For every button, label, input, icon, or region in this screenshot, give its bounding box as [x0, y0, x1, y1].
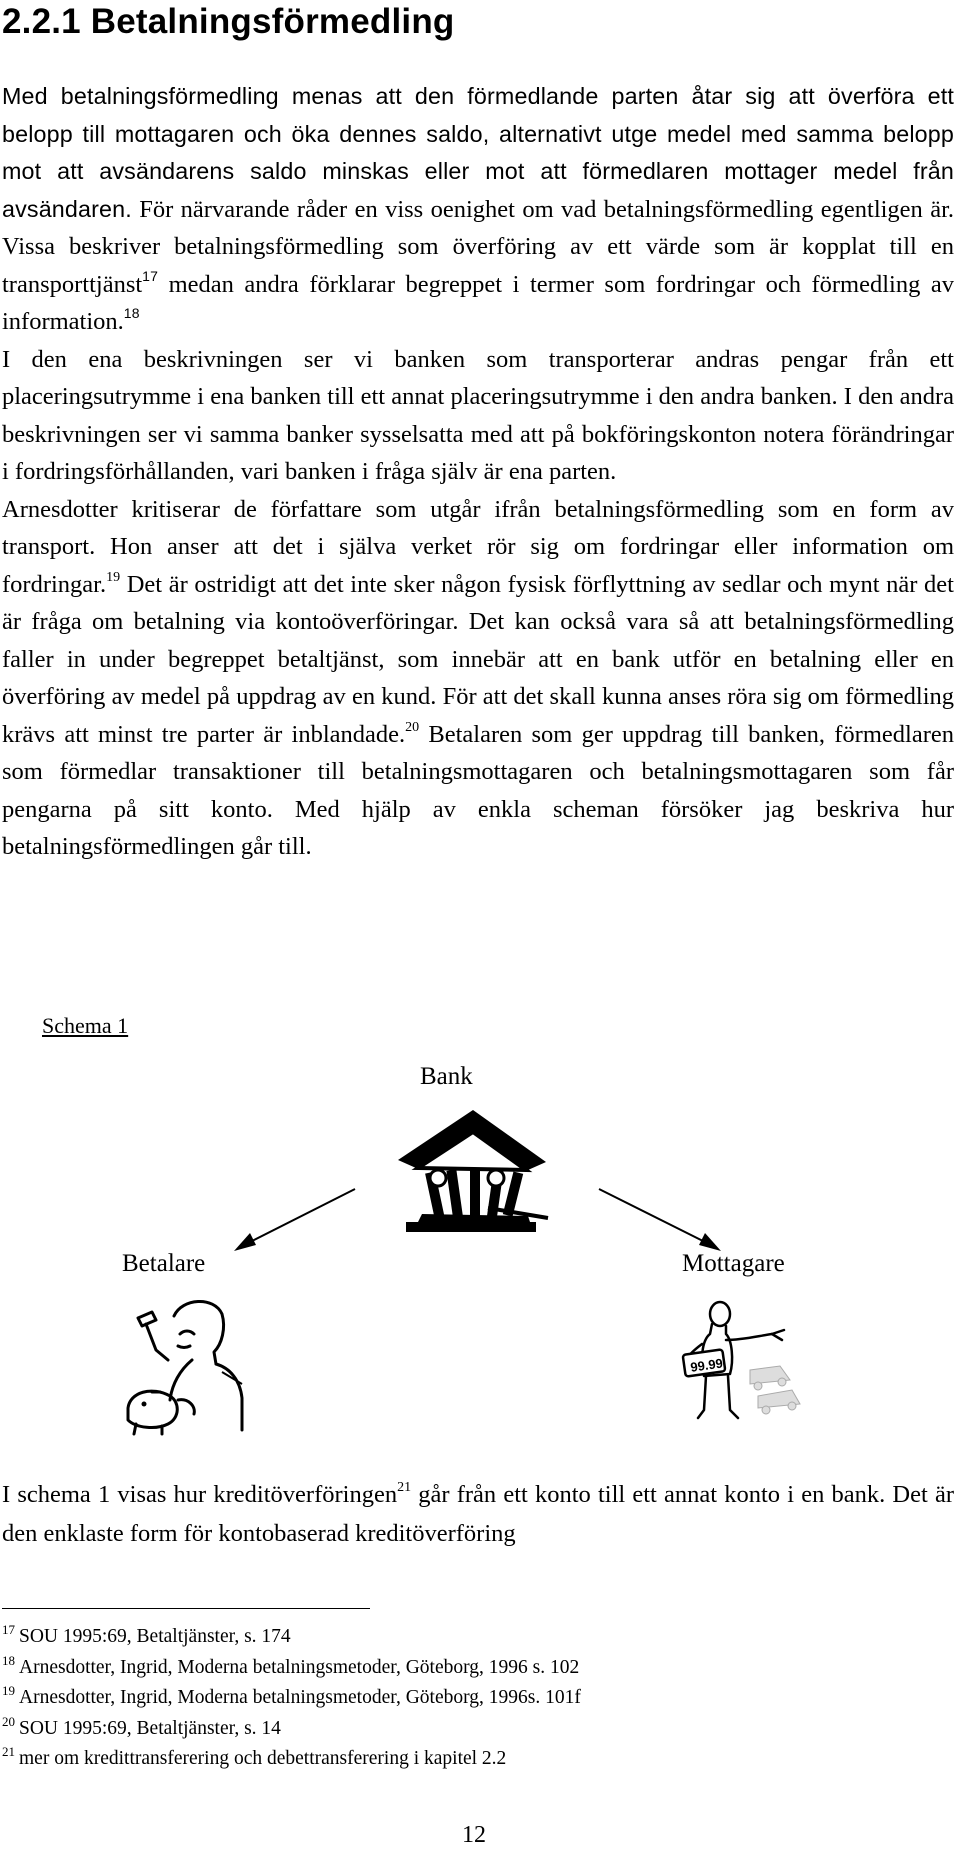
mottagare-label: Mottagare [682, 1250, 785, 1277]
paragraph-3 [2, 491, 954, 866]
footnote-text: mer om kredittransferering och debettransferering i kapitel 2.2 [19, 1748, 507, 1769]
footnote-21 [2, 1744, 942, 1775]
paragraph-4-text-b: går från ett konto till ett annat konto i en bank. Det är den enklaste form för kontobaserad kreditöverföring [2, 1481, 954, 1547]
footnote-number: 20 [2, 1713, 15, 1729]
bank-label: Bank [420, 1063, 473, 1090]
footnote-17 [2, 1622, 942, 1653]
footnote-number: 21 [2, 1744, 15, 1759]
footnotes [2, 1622, 942, 1775]
footnote-number: 17 [2, 1622, 15, 1637]
paragraph-4-text-a: I schema 1 visas hur kreditöverföringen [2, 1481, 398, 1508]
paragraph-3-text-b: Det är ostridigt att det inte sker någon fysisk förflyttning av sedlar och mynt när det är fråga om betalning via kontoöverföringar. Det kan också vara så att betalningsförmedling faller in under begreppet betaltjänst, som innebär att en bank utför en betalning eller en överföring av medel på uppdrag av en kund. För att det skall kunna anses röra sig om förmedling krävs att minst tre parter är inblandade. [2, 570, 954, 748]
paragraph-3-text-c: Betalaren som ger uppdrag till banken, förmedlaren som förmedlar transaktioner till betalningsmottagaren och betalningsmottagaren som får pengarna på sitt konto. Med hjälp av enkla scheman försöker jag beskriva hur betalningsförmedlingen går till. [2, 720, 954, 860]
footnote-text: SOU 1995:69, Betaltjänster, s. 14 [19, 1717, 281, 1739]
page-number: 12 [462, 1822, 486, 1848]
footnote-ref-21[interactable]: 21 [397, 1480, 412, 1495]
footnote-ref-20[interactable]: 20 [405, 719, 420, 735]
schema-title: Schema 1 [42, 1013, 129, 1038]
footnote-text: Arnesdotter, Ingrid, Moderna betalningsmetoder, Göteborg, 1996 s. 102 [19, 1656, 580, 1678]
schema-description [2, 1475, 954, 1553]
payer-with-piggy-bank-icon [122, 1288, 262, 1438]
footnote-ref-19[interactable]: 19 [106, 569, 121, 585]
arrow-bank-to-mottagare [595, 1185, 725, 1255]
paragraph-3-text-a: Arnesdotter kritiserar de författare som utgår ifrån betalningsförmedling som en form av transport. Hon anser att det i själva verket rör sig om fordringar eller information om fordringar. [2, 495, 954, 598]
section-heading: 2.2.1 Betalningsförmedling [2, 2, 455, 41]
footnote-text: Arnesdotter, Ingrid, Moderna betalningsmetoder, Göteborg, 1996s. 101f [19, 1687, 581, 1708]
arrow-bank-to-betalare [230, 1185, 360, 1255]
footnote-ref-17[interactable]: 17 [142, 267, 159, 284]
footnote-ref-18[interactable]: 18 [123, 305, 140, 321]
footnote-18 [2, 1653, 942, 1684]
paragraph-1-serif-text: För närvarande råder en viss oenighet om vad betalningsförmedling egentligen är. Vissa beskriver betalningsförmedling som överföring av ett värde som är kopplat till en transporttjänst [2, 195, 954, 298]
footnote-separator [2, 1608, 370, 1609]
price-tag-text: 99.99 [689, 1355, 724, 1375]
receiver-with-price-tag-icon [680, 1300, 820, 1440]
footnote-text: SOU 1995:69, Betaltjänster, s. 174 [19, 1626, 291, 1647]
footnote-number: 19 [2, 1683, 15, 1698]
footnote-number: 18 [2, 1652, 15, 1668]
paragraph-1-serif-text-2: medan andra förklarar begreppet i termer som fordringar och förmedling av information. [2, 270, 954, 335]
body-text [2, 78, 954, 866]
footnote-19 [2, 1683, 942, 1714]
paragraph-2: I den ena beskrivningen ser vi banken som transporterar andras pengar från ett placeringsutrymme i ena banken till ett annat placeringsutrymme i den andra banken. I den andra beskrivningen ser vi samma banker sysselsatta med att på bokföringskonton notera förändringar i fordringsförhållanden, vari banken i fråga själv är ena parten. [2, 345, 954, 485]
paragraph-1 [2, 78, 954, 341]
footnote-20 [2, 1714, 942, 1745]
betalare-label: Betalare [122, 1250, 206, 1277]
paragraph-4 [2, 1475, 954, 1553]
paragraph-1-sans-text: Med betalningsförmedling menas att den förmedlande parten åtar sig att överföra ett belopp till mottagaren och öka dennes saldo, alternativt utge medel med samma belopp mot att avsändarens saldo minskas eller mot att förmedlaren mottager medel från avsändaren. [2, 83, 954, 222]
bank-building-icon [378, 1100, 568, 1240]
